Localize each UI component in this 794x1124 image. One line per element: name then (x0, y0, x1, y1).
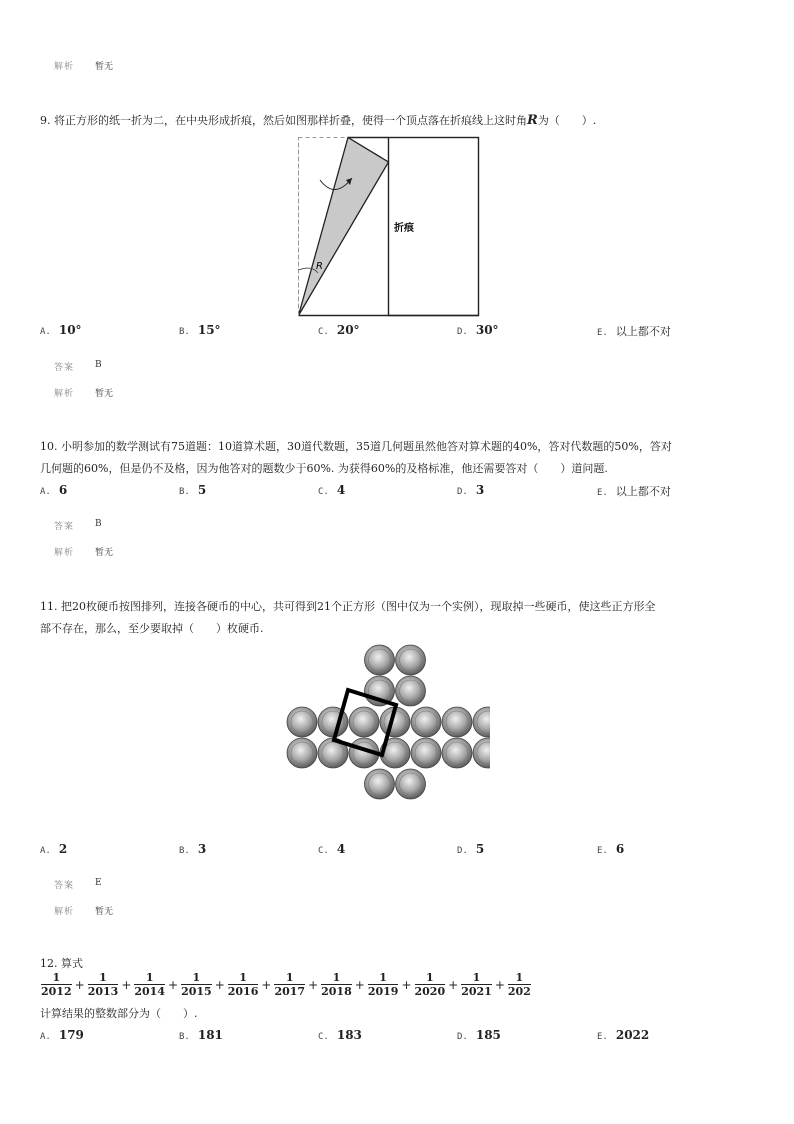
crease-label: 折痕 (394, 223, 414, 234)
coin (396, 645, 426, 675)
fraction-denominator: 2017 (274, 985, 306, 998)
fraction-numerator: 1 (192, 971, 201, 984)
q11-option-d[interactable]: D. 5 (457, 842, 485, 856)
folding-figure (290, 130, 490, 322)
fraction (368, 972, 399, 998)
q9-option-a[interactable]: A. 10° (40, 323, 82, 337)
plus-sign: + (308, 978, 319, 992)
q12-option-a[interactable]: A. 179 (40, 1028, 84, 1042)
folded-triangle (299, 138, 389, 316)
coin (473, 738, 490, 768)
q10-option-a[interactable]: A. 6 (40, 483, 68, 497)
coin (365, 645, 395, 675)
top-analysis-label: 解析 (54, 62, 75, 72)
plus-sign: + (448, 978, 459, 992)
fraction-numerator: 1 (515, 971, 524, 984)
question-9-text: 9. 将正方形的纸一折为二，在中央形成折痕，然后如图那样折叠，使得一个顶点落在折痕线上这时角R为（ ）. (40, 113, 597, 128)
fraction-denominator: 2019 (367, 985, 399, 998)
q9-analysis-label: 解析 (54, 389, 75, 399)
q10-answer-value: B (95, 519, 102, 529)
q11-analysis-value: 暂无 (95, 907, 114, 917)
q10-option-e[interactable]: E. 以上都不对 (597, 485, 671, 498)
q11-option-b[interactable]: B. 3 (179, 842, 207, 856)
q12-option-e[interactable]: E. 2022 (597, 1028, 650, 1042)
plus-sign: + (214, 978, 225, 992)
q11-analysis-label: 解析 (54, 907, 75, 917)
fraction (508, 972, 531, 998)
fraction-denominator: 2012 (41, 985, 72, 998)
coin (287, 707, 317, 737)
q12-option-c[interactable]: C. 183 (318, 1028, 362, 1042)
q10-answer-label: 答案 (54, 522, 75, 532)
coin (287, 738, 317, 768)
coin (365, 769, 395, 799)
fraction-numerator: 1 (52, 971, 61, 984)
q11-option-a[interactable]: A. 2 (40, 842, 68, 856)
fraction-denominator: 2013 (87, 985, 119, 998)
question-11-text: 11. 把20枚硬币按图排列，连接各硬币的中心，共可得到21个正方形（图中仅为一个实例），现取掉一些硬币，使这些正方形全 部不存在，那么，至少要取掉（ ）枚硬币. (40, 600, 656, 635)
coins-group (287, 645, 490, 799)
coin (442, 707, 472, 737)
fraction (41, 972, 72, 998)
coin (349, 707, 379, 737)
plus-sign: + (261, 978, 272, 992)
fraction-numerator: 1 (285, 971, 294, 984)
q11-answer-value: E (95, 878, 102, 888)
q9-option-d[interactable]: D. 30° (457, 323, 499, 337)
coin (411, 738, 441, 768)
fraction-numerator: 1 (425, 971, 434, 984)
q9-answer-value: B (95, 360, 102, 370)
fraction (228, 972, 259, 998)
coin-arrangement-figure (280, 640, 490, 840)
top-analysis-value: 暂无 (95, 62, 114, 72)
q10-analysis-value: 暂无 (95, 548, 114, 558)
plus-sign: + (494, 978, 505, 992)
fraction-denominator: 202 (507, 985, 531, 998)
q11-answer-label: 答案 (54, 881, 75, 891)
q10-option-c[interactable]: C. 4 (318, 483, 346, 497)
q9-option-b[interactable]: B. 15° (179, 323, 221, 337)
fraction-denominator: 2018 (321, 985, 352, 998)
fraction-numerator: 1 (145, 971, 154, 984)
coin (473, 707, 490, 737)
fraction-denominator: 2016 (227, 985, 259, 998)
q10-option-b[interactable]: B. 5 (179, 483, 207, 497)
fraction-numerator: 1 (472, 971, 481, 984)
q11-option-e[interactable]: E. 6 (597, 842, 625, 856)
q9-analysis-value: 暂无 (95, 389, 114, 399)
fraction (181, 972, 212, 998)
q10-analysis-label: 解析 (54, 548, 75, 558)
q12-fraction-sum (40, 972, 532, 998)
q10-option-d[interactable]: D. 3 (457, 483, 485, 497)
fraction (321, 972, 352, 998)
fraction-numerator: 1 (239, 971, 247, 984)
plus-sign: + (121, 978, 132, 992)
q9-answer-label: 答案 (54, 363, 75, 373)
fraction-numerator: 1 (99, 971, 107, 984)
question-12-intro: 12. 算式 (40, 957, 83, 970)
plus-sign: + (354, 978, 365, 992)
plus-sign: + (74, 978, 85, 992)
fraction-numerator: 1 (332, 971, 341, 984)
coin (396, 676, 426, 706)
coin (396, 769, 426, 799)
q12-option-b[interactable]: B. 181 (179, 1028, 223, 1042)
q9-option-e[interactable]: E. 以上都不对 (597, 325, 671, 338)
fraction-denominator: 2021 (461, 985, 492, 998)
fraction (134, 972, 165, 998)
angle-label: R (316, 261, 323, 272)
fraction (88, 972, 119, 998)
fraction-denominator: 2014 (134, 985, 165, 998)
plus-sign: + (168, 978, 179, 992)
fraction-denominator: 2020 (414, 985, 446, 998)
q12-option-d[interactable]: D. 185 (457, 1028, 501, 1042)
q9-option-c[interactable]: C. 20° (318, 323, 360, 337)
plus-sign: + (401, 978, 412, 992)
fraction (461, 972, 492, 998)
fraction (274, 972, 305, 998)
question-10-text: 10. 小明参加的数学测试有75道题：10道算术题，30道代数题，35道几何题虽然他答对算术题的40%，答对代数题的50%，答对 几何题的60%，但是仍不及格，因为他答对的题数少于60%. 为获得60%的及格标准，他还需要答对（ ）道问题. (40, 440, 672, 475)
fraction-numerator: 1 (379, 971, 387, 984)
question-12-outro: 计算结果的整数部分为（ ）. (40, 1007, 198, 1020)
q11-option-c[interactable]: C. 4 (318, 842, 346, 856)
coin (442, 738, 472, 768)
fraction-denominator: 2015 (181, 985, 212, 998)
coin (411, 707, 441, 737)
fraction (415, 972, 446, 998)
